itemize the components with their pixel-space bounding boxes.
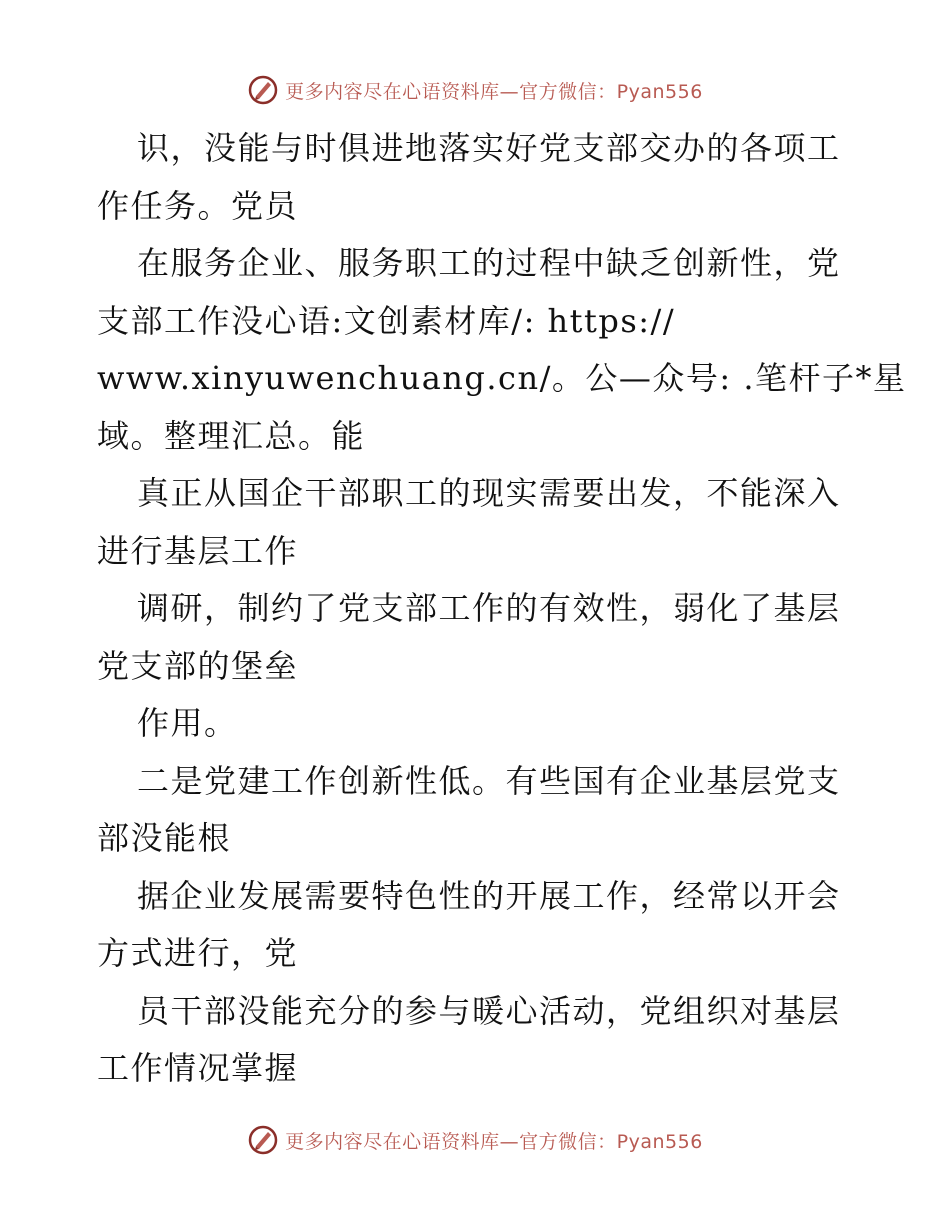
- paragraph-line: 支部工作没心语:文创素材库/: https://: [97, 301, 676, 340]
- header-banner: [0, 70, 950, 110]
- paragraph-line: 工作情况掌握: [97, 1049, 299, 1087]
- paragraph-line: 作用。: [137, 704, 238, 742]
- pen-logo-icon: [247, 1124, 279, 1156]
- paragraph-line: 据企业发展需要特色性的开展工作，经常以开会: [137, 876, 841, 915]
- footer-banner: [0, 1120, 950, 1160]
- paragraph-line: 方式进行，党: [97, 934, 299, 972]
- paragraph-line: www.xinyuwenchuang.cn/。公—众号: .笔杆子*星: [97, 359, 907, 397]
- paragraph-line: 党支部的堡垒: [97, 646, 299, 685]
- paragraph-line: 部没能根: [97, 819, 232, 857]
- paragraph-line: 真正从国企干部职工的现实需要出发，不能深入: [137, 474, 841, 512]
- paragraph-line: 二是党建工作创新性低。有些国有企业基层党支: [137, 761, 841, 800]
- pen-logo-icon: [247, 74, 279, 106]
- header-banner-text: 更多内容尽在心语资料库—官方微信：Pyan556: [285, 80, 703, 103]
- paragraph-line: 员干部没能充分的参与暖心活动，党组织对基层: [137, 991, 841, 1030]
- paragraph-line: 域。整理汇总。能: [97, 416, 366, 455]
- paragraph-line: 识，没能与时俱进地落实好党支部交办的各项工: [137, 129, 841, 167]
- footer-banner-text: 更多内容尽在心语资料库—官方微信：Pyan556: [285, 1130, 703, 1153]
- paragraph-line: 作任务。党员: [97, 186, 299, 225]
- paragraph-line: 调研，制约了党支部工作的有效性，弱化了基层: [137, 589, 841, 627]
- paragraph-line: 在服务企业、服务职工的过程中缺乏创新性，党: [137, 244, 841, 282]
- paragraph-line: 进行基层工作: [97, 531, 299, 570]
- document-body: [97, 120, 907, 1098]
